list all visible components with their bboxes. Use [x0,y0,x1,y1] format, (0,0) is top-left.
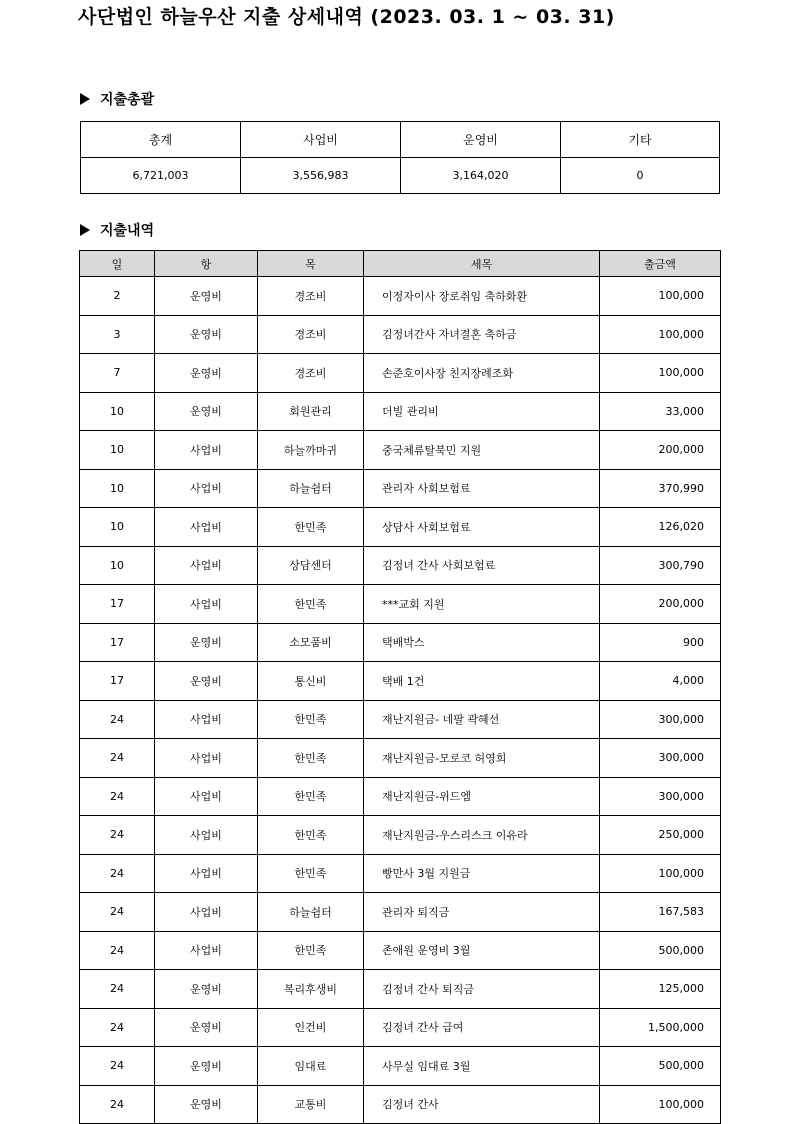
row-detail: 사무실 임대료 3월 [364,1047,600,1086]
row-detail: 김정녀 간사 급여 [364,1008,600,1047]
summary-header-other: 기타 [561,122,720,158]
row-category: 사업비 [155,700,258,739]
table-row [80,739,721,778]
row-detail: 중국체류탈북민 지원 [364,431,600,470]
row-category: 운영비 [155,623,258,662]
row-amount: 300,790 [600,546,721,585]
table-row [80,623,721,662]
table-row [80,893,721,932]
row-day: 24 [80,1008,155,1047]
table-row [80,816,721,855]
row-category: 사업비 [155,931,258,970]
triangle-bullet-icon [80,224,90,236]
row-item: 한민족 [258,931,364,970]
row-category: 운영비 [155,1008,258,1047]
row-day: 24 [80,854,155,893]
row-detail: 관리자 사회보험료 [364,469,600,508]
row-category: 사업비 [155,585,258,624]
detail-header-item: 목 [258,251,364,277]
table-row [80,1008,721,1047]
row-day: 24 [80,970,155,1009]
row-amount: 200,000 [600,585,721,624]
row-amount: 300,000 [600,777,721,816]
row-detail: 김정녀 간사 [364,1085,600,1124]
row-amount: 100,000 [600,354,721,393]
row-detail: 재난지원금-위드엠 [364,777,600,816]
row-item: 하늘까마귀 [258,431,364,470]
table-row [80,315,721,354]
row-day: 10 [80,546,155,585]
row-amount: 33,000 [600,392,721,431]
summary-header-business: 사업비 [241,122,401,158]
row-amount: 167,583 [600,893,721,932]
row-category: 운영비 [155,392,258,431]
row-day: 24 [80,1047,155,1086]
triangle-bullet-icon [80,93,90,105]
row-category: 운영비 [155,277,258,316]
detail-header-row [80,251,721,277]
row-item: 교통비 [258,1085,364,1124]
row-item: 하늘쉼터 [258,893,364,932]
row-category: 사업비 [155,893,258,932]
row-amount: 126,020 [600,508,721,547]
row-item: 한민족 [258,854,364,893]
summary-header-total: 총계 [81,122,241,158]
row-day: 24 [80,893,155,932]
row-day: 17 [80,662,155,701]
summary-value-row [81,158,720,194]
row-item: 통신비 [258,662,364,701]
row-category: 운영비 [155,315,258,354]
detail-header-detail: 세목 [364,251,600,277]
row-item: 한민족 [258,816,364,855]
row-amount: 4,000 [600,662,721,701]
row-category: 사업비 [155,739,258,778]
row-item: 한민족 [258,700,364,739]
summary-value-business: 3,556,983 [241,158,401,194]
row-day: 3 [80,315,155,354]
table-row [80,1047,721,1086]
detail-table [79,250,721,1124]
row-detail: 이정자이사 장로취임 축하화환 [364,277,600,316]
row-amount: 100,000 [600,854,721,893]
row-amount: 900 [600,623,721,662]
row-item: 경조비 [258,277,364,316]
row-item: 한민족 [258,777,364,816]
table-row [80,585,721,624]
row-item: 소모품비 [258,623,364,662]
row-category: 사업비 [155,469,258,508]
detail-heading-label: 지출내역 [100,223,155,239]
row-detail: 더빌 관리비 [364,392,600,431]
row-category: 사업비 [155,854,258,893]
row-amount: 300,000 [600,700,721,739]
table-row [80,354,721,393]
table-row [80,662,721,701]
row-detail: 손준호이사장 친지장례조화 [364,354,600,393]
row-day: 24 [80,816,155,855]
detail-heading [80,220,154,240]
row-day: 2 [80,277,155,316]
row-category: 사업비 [155,777,258,816]
row-detail: 재난지원금-우스리스크 이유라 [364,816,600,855]
table-row [80,970,721,1009]
table-row [80,392,721,431]
summary-heading-label: 지출총괄 [100,92,155,108]
row-category: 운영비 [155,354,258,393]
table-row [80,700,721,739]
row-detail: 빵만사 3월 지원금 [364,854,600,893]
page-title: 사단법인 하늘우산 지출 상세내역 (2023. 03. 1 ~ 03. 31) [78,6,615,28]
row-day: 10 [80,392,155,431]
row-category: 사업비 [155,816,258,855]
row-item: 한민족 [258,585,364,624]
row-detail: 택배 1건 [364,662,600,701]
table-row [80,931,721,970]
row-detail: 김정녀 간사 퇴직금 [364,970,600,1009]
row-amount: 200,000 [600,431,721,470]
table-row [80,431,721,470]
row-detail: 존애원 운영비 3월 [364,931,600,970]
table-row [80,777,721,816]
row-detail: 택배박스 [364,623,600,662]
table-row [80,854,721,893]
row-day: 10 [80,469,155,508]
detail-table-body [80,277,721,1124]
row-category: 운영비 [155,1085,258,1124]
row-amount: 100,000 [600,277,721,316]
table-row [80,546,721,585]
row-item: 상담센터 [258,546,364,585]
row-detail: ***교회 지원 [364,585,600,624]
row-amount: 250,000 [600,816,721,855]
summary-header-operating: 운영비 [401,122,561,158]
row-detail: 관리자 퇴직금 [364,893,600,932]
row-item: 회원관리 [258,392,364,431]
row-amount: 100,000 [600,1085,721,1124]
summary-heading [80,89,154,109]
row-category: 운영비 [155,1047,258,1086]
table-row [80,508,721,547]
row-item: 한민족 [258,739,364,778]
summary-value-total: 6,721,003 [81,158,241,194]
row-amount: 500,000 [600,931,721,970]
row-amount: 100,000 [600,315,721,354]
summary-value-operating: 3,164,020 [401,158,561,194]
row-day: 7 [80,354,155,393]
row-item: 인건비 [258,1008,364,1047]
row-item: 복리후생비 [258,970,364,1009]
row-detail: 김정녀 간사 사회보험료 [364,546,600,585]
row-amount: 500,000 [600,1047,721,1086]
row-category: 사업비 [155,508,258,547]
row-category: 운영비 [155,970,258,1009]
row-detail: 김정녀간사 자녀결혼 축하금 [364,315,600,354]
table-row [80,277,721,316]
row-day: 17 [80,585,155,624]
row-day: 17 [80,623,155,662]
row-category: 사업비 [155,431,258,470]
row-day: 10 [80,508,155,547]
row-amount: 1,500,000 [600,1008,721,1047]
summary-table [80,121,720,194]
row-amount: 125,000 [600,970,721,1009]
row-detail: 상담사 사회보험료 [364,508,600,547]
row-amount: 370,990 [600,469,721,508]
row-day: 24 [80,777,155,816]
row-day: 24 [80,1085,155,1124]
detail-header-category: 항 [155,251,258,277]
row-detail: 재난지원금- 네팔 곽혜선 [364,700,600,739]
summary-value-other: 0 [561,158,720,194]
row-day: 10 [80,431,155,470]
summary-header-row [81,122,720,158]
row-item: 경조비 [258,354,364,393]
row-item: 경조비 [258,315,364,354]
table-row [80,1085,721,1124]
row-day: 24 [80,700,155,739]
row-amount: 300,000 [600,739,721,778]
table-row [80,469,721,508]
detail-header-day: 일 [80,251,155,277]
row-item: 임대료 [258,1047,364,1086]
row-item: 하늘쉼터 [258,469,364,508]
row-day: 24 [80,739,155,778]
detail-header-amount: 출금액 [600,251,721,277]
row-category: 사업비 [155,546,258,585]
row-category: 운영비 [155,662,258,701]
row-item: 한민족 [258,508,364,547]
row-detail: 재난지원금-모로코 허영희 [364,739,600,778]
row-day: 24 [80,931,155,970]
